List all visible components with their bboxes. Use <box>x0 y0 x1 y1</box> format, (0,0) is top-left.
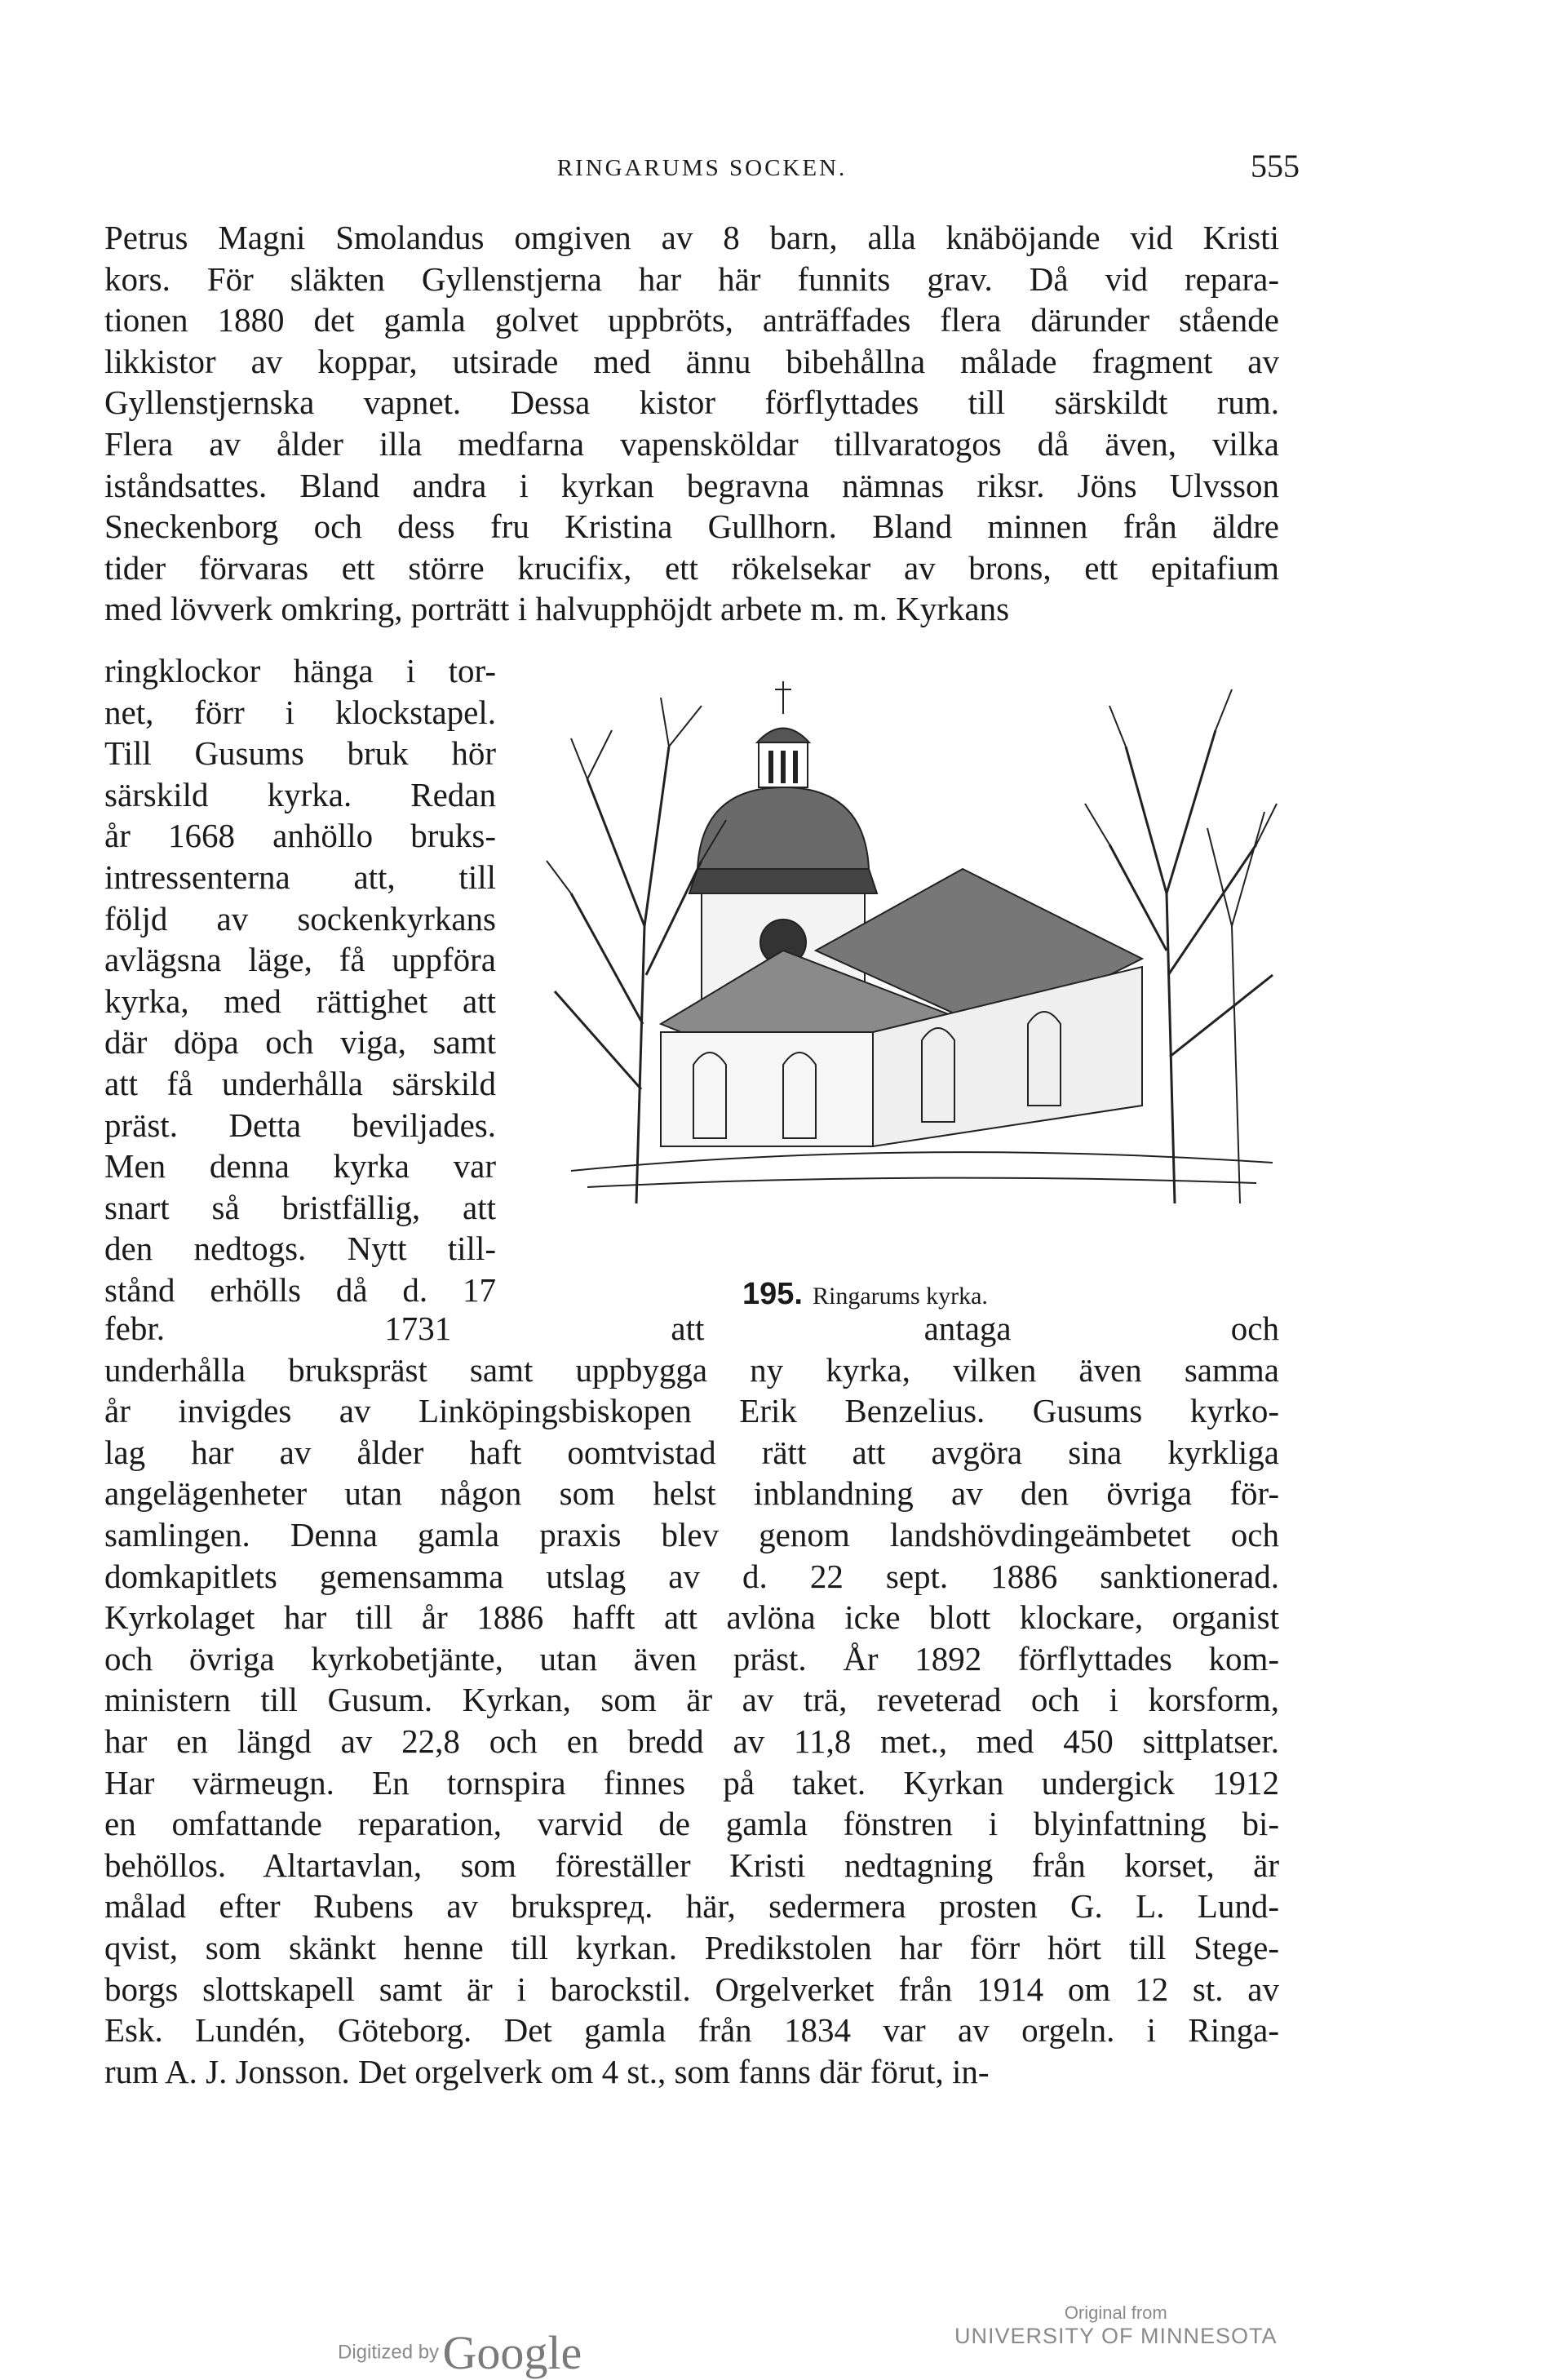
text-line: likkistor av koppar, utsirade med ännu bibehållna målade fragment av <box>104 342 1279 380</box>
text-line: Sneckenborg och dess fru Kristina Gullhorn. Bland minnen från äldre <box>104 507 1279 546</box>
text-line: Till Gusums bruk hör <box>104 734 496 773</box>
text-line: rum A. J. Jonsson. Det orgelverk om 4 st., som fanns där förut, in- <box>104 2052 990 2090</box>
text-line: har en längd av 22,8 och en bredd av 11,8 met., med 450 sittplatser. <box>104 1722 1279 1760</box>
text-line: präst. Detta beviljades. <box>104 1106 496 1144</box>
text-line: avlägsna läge, få uppföra <box>104 941 496 979</box>
text-line: och övriga kyrkobetjänte, utan även präst. År 1892 förflyttades kom- <box>104 1639 1279 1678</box>
text-line: behöllos. Altartavlan, som föreställer Kristi nedtagning från korset, är <box>104 1846 1279 1884</box>
text-line: kyrka, med rättighet att <box>104 982 496 1020</box>
text-line: intressenterna att, till <box>104 858 496 896</box>
text-line: där döpa och viga, samt <box>104 1023 496 1061</box>
text-line: år 1668 anhöllo bruks- <box>104 817 496 855</box>
text-line: snart så bristfällig, att <box>104 1188 496 1226</box>
text-line: stånd erhölls då d. 17 <box>104 1270 496 1309</box>
running-title: RINGARUMS SOCKEN. <box>556 155 848 181</box>
text-line: samlingen. Denna gamla praxis blev genom landshövdingeämbetet och <box>104 1515 1279 1553</box>
church-illustration <box>538 681 1281 1220</box>
text-line: ministern till Gusum. Kyrkan, som är av trä, reveterad och i korsform, <box>104 1681 1279 1719</box>
text-line: särskild kyrka. Redan <box>104 775 496 813</box>
text-line: net, förr i klockstapel. <box>104 693 496 731</box>
university-label: UNIVERSITY OF MINNESOTA <box>954 2324 1278 2348</box>
text-line: Esk. Lundén, Göteborg. Det gamla från 1834 var av orgeln. i Ringa- <box>104 2011 1279 2050</box>
church-drawing <box>538 681 1281 1220</box>
text-line: Har värmeugn. En tornspira finnes på taket. Kyrkan undergick 1912 <box>104 1763 1279 1802</box>
text-line: målad efter Rubens av bruksprед. här, sedermera prosten G. L. Lund- <box>104 1887 1279 1926</box>
text-line: en omfattande reparation, varvid de gamla fönstren i blyinfattning bi- <box>104 1805 1279 1843</box>
text-line: Flera av ålder illa medfarna vapensköldar tillvaratogos då även, vilka <box>104 424 1279 463</box>
text-block-top <box>104 217 1279 630</box>
text-line: tider förvaras ett större krucifix, ett rökelsekar av brons, ett epitafium <box>104 548 1279 587</box>
text-line: kors. För släkten Gyllenstjerna har här funnits grav. Då vid repara- <box>104 259 1279 298</box>
text-line: qvist, som skänkt henne till kyrkan. Predikstolen har förr hört till Stege- <box>104 1928 1279 1966</box>
text-line: domkapitlets gemensamma utslag av d. 22 sept. 1886 sanktionerad. <box>104 1557 1279 1595</box>
text-line: den nedtogs. Nytt till- <box>104 1230 496 1268</box>
text-line: att få underhålla särskild <box>104 1064 496 1102</box>
figure-caption <box>742 1277 988 1312</box>
text-block-wrap <box>104 650 496 1311</box>
digitized-by-label: Digitized by <box>338 2341 440 2364</box>
text-line: med lövverk omkring, porträtt i halvupphöjdt arbete m. m. Kyrkans <box>104 590 1010 628</box>
text-line: angelägenheter utan någon som helst inblandning av den övriga för- <box>104 1474 1279 1513</box>
text-line: Men denna kyrka var <box>104 1147 496 1186</box>
text-line: febr. 1731 att antaga och <box>104 1310 1279 1347</box>
text-line: följd av sockenkyrkans <box>104 899 496 937</box>
text-line: Petrus Magni Smolandus omgiven av 8 barn, alla knäböjande vid Kristi <box>104 219 1279 256</box>
text-line: lag har av ålder haft oomtvistad rätt att avgöra sina kyrkliga <box>104 1433 1279 1471</box>
text-line: Gyllenstjernska vapnet. Dessa kistor förflyttades till särskildt rum. <box>104 383 1279 422</box>
running-header <box>104 147 1300 196</box>
figure-number: 195. <box>742 1277 803 1311</box>
text-line: ringklockor hänga i tor- <box>104 652 496 689</box>
original-from-watermark <box>954 2302 1278 2349</box>
text-line: år invigdes av Linköpingsbiskopen Erik Benzelius. Gusums kyrko- <box>104 1392 1279 1430</box>
digitized-by-google-watermark <box>338 2325 582 2380</box>
text-block-bottom <box>104 1308 1279 2092</box>
text-line: tionen 1880 det gamla golvet uppbröts, anträffades flera därunder stående <box>104 301 1279 339</box>
original-from-label: Original from <box>1064 2302 1167 2323</box>
text-line: borgs slottskapell samt är i barockstil. Orgelverket från 1914 om 12 st. av <box>104 1970 1279 2008</box>
text-line: iståndsattes. Bland andra i kyrkan begravna nämnas riksr. Jöns Ulvsson <box>104 466 1279 504</box>
text-line: Kyrkolaget har till år 1886 hafft att avlöna icke blott klockare, organist <box>104 1598 1279 1637</box>
figure-caption-text: Ringarums kyrka. <box>812 1283 988 1310</box>
page-number: 555 <box>1251 148 1300 184</box>
google-logo: Google <box>442 2326 582 2379</box>
text-line: underhålla brukspräst samt uppbygga ny kyrka, vilken även samma <box>104 1350 1279 1389</box>
